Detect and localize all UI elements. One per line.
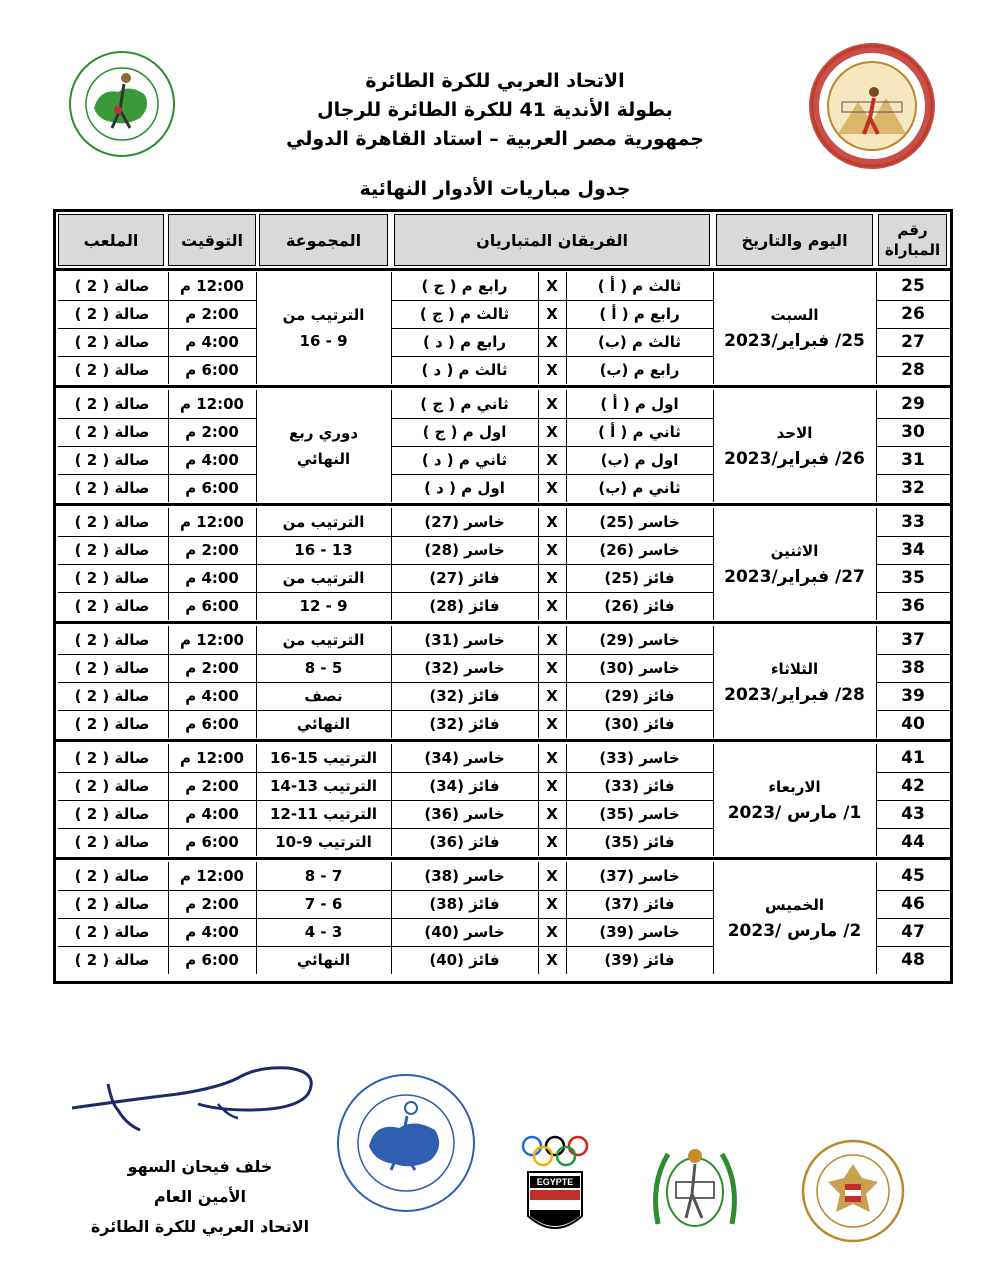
- venue-cell: صالة ( 2 ): [74, 867, 150, 885]
- column-divider: [168, 862, 169, 974]
- column-divider: [538, 390, 539, 502]
- group-cell: الترتيب من: [282, 569, 365, 587]
- time-cell: 2:00 م: [185, 895, 239, 913]
- column-divider: [713, 626, 714, 738]
- team2-cell: فائز (28): [429, 597, 500, 615]
- arab-volleyball-logo-bottom: [335, 1072, 477, 1214]
- time-cell: 12:00 م: [180, 631, 244, 649]
- time-cell: 2:00 م: [185, 541, 239, 559]
- team2-cell: خاسر (28): [424, 541, 505, 559]
- column-divider: [566, 862, 567, 974]
- column-divider: [391, 508, 392, 620]
- team1-cell: رابع م ( أ ): [599, 305, 680, 323]
- match-number-cell: 40: [901, 714, 925, 734]
- day-name: الخميس: [765, 896, 824, 914]
- venue-cell: صالة ( 2 ): [74, 833, 150, 851]
- col-header-match-no: رقم المباراة: [878, 214, 947, 266]
- team2-cell: ثاني م ( د ): [421, 451, 508, 469]
- venue-cell: صالة ( 2 ): [74, 631, 150, 649]
- time-cell: 6:00 م: [185, 833, 239, 851]
- column-divider: [538, 508, 539, 620]
- venue-cell: صالة ( 2 ): [74, 569, 150, 587]
- team2-cell: ثالث م ( د ): [421, 361, 508, 379]
- vs-cell: X: [546, 541, 558, 559]
- day-name: الاربعاء: [768, 778, 821, 796]
- column-divider: [538, 626, 539, 738]
- time-cell: 4:00 م: [185, 333, 239, 351]
- match-number-cell: 31: [901, 450, 925, 470]
- column-divider: [391, 744, 392, 856]
- team2-cell: خاسر (27): [424, 513, 505, 531]
- time-cell: 4:00 م: [185, 687, 239, 705]
- match-number-cell: 32: [901, 478, 925, 498]
- team2-cell: فائز (32): [429, 715, 500, 733]
- match-date: 28/ فبراير/2023: [724, 685, 865, 705]
- header-line-1: الاتحاد العربي للكرة الطائرة: [365, 70, 625, 92]
- group-cell: 7 - 8: [304, 867, 343, 885]
- vs-cell: X: [546, 451, 558, 469]
- venue-cell: صالة ( 2 ): [74, 395, 150, 413]
- group-cell: الترتيب 9-10: [275, 833, 372, 851]
- day-name: الاثنين: [770, 542, 819, 560]
- group-cell: النهائي: [296, 951, 351, 969]
- ministry-youth-sports-logo: [800, 1138, 906, 1244]
- group-cell: الترتيب من: [282, 513, 365, 531]
- vs-cell: X: [546, 423, 558, 441]
- time-cell: 2:00 م: [185, 777, 239, 795]
- match-number-cell: 39: [901, 686, 925, 706]
- column-divider: [256, 508, 257, 620]
- day-group-divider: [56, 739, 950, 742]
- team1-cell: خاسر (30): [599, 659, 680, 677]
- team1-cell: فائز (29): [604, 687, 675, 705]
- venue-cell: صالة ( 2 ): [74, 277, 150, 295]
- vs-cell: X: [546, 395, 558, 413]
- group-cell: [256, 272, 391, 384]
- egypt-olympic-logo: [516, 1132, 594, 1242]
- group-cell: النهائي: [296, 715, 351, 733]
- time-cell: 12:00 م: [180, 867, 244, 885]
- table-title: جدول مباريات الأدوار النهائية: [359, 178, 631, 200]
- time-cell: 12:00 م: [180, 749, 244, 767]
- match-date: 26/ فبراير/2023: [724, 449, 865, 469]
- group-cell: الترتيب 11-12: [269, 805, 378, 823]
- header-divider: [56, 268, 950, 271]
- column-divider: [566, 390, 567, 502]
- column-divider: [713, 744, 714, 856]
- time-cell: 4:00 م: [185, 451, 239, 469]
- vs-cell: X: [546, 277, 558, 295]
- match-date: 27/ فبراير/2023: [724, 567, 865, 587]
- team2-cell: اول م ( ج ): [422, 423, 507, 441]
- match-number-cell: 27: [901, 332, 925, 352]
- column-divider: [256, 272, 257, 384]
- day-group-divider: [56, 503, 950, 506]
- team1-cell: فائز (30): [604, 715, 675, 733]
- team2-cell: خاسر (38): [424, 867, 505, 885]
- team1-cell: فائز (33): [604, 777, 675, 795]
- team2-cell: خاسر (34): [424, 749, 505, 767]
- column-divider: [713, 862, 714, 974]
- signatory-position: الأمين العام: [153, 1187, 247, 1206]
- vs-cell: X: [546, 951, 558, 969]
- group-cell: 3 - 4: [304, 923, 343, 941]
- match-number-cell: 38: [901, 658, 925, 678]
- day-name: الثلاثاء: [770, 660, 819, 678]
- column-divider: [391, 390, 392, 502]
- column-divider: [391, 626, 392, 738]
- match-number-cell: 30: [901, 422, 925, 442]
- venue-cell: صالة ( 2 ): [74, 423, 150, 441]
- team2-cell: ثاني م ( ج ): [420, 395, 509, 413]
- time-cell: 4:00 م: [185, 923, 239, 941]
- vs-cell: X: [546, 479, 558, 497]
- group-line: النهائي: [296, 450, 351, 468]
- vs-cell: X: [546, 569, 558, 587]
- column-divider: [256, 744, 257, 856]
- col-header-time: التوقيت: [168, 214, 256, 266]
- day-group-divider: [56, 385, 950, 388]
- column-divider: [538, 272, 539, 384]
- col-header-day-date: اليوم والتاريخ: [716, 214, 873, 266]
- header-line-2: بطولة الأندية 41 للكرة الطائرة للرجال: [317, 99, 673, 121]
- column-divider: [713, 272, 714, 384]
- team2-cell: فائز (38): [429, 895, 500, 913]
- group-cell: 9 - 12: [299, 597, 348, 615]
- column-divider: [713, 390, 714, 502]
- match-number-cell: 42: [901, 776, 925, 796]
- group-cell: الترتيب من: [282, 631, 365, 649]
- column-divider: [168, 272, 169, 384]
- team1-cell: خاسر (33): [599, 749, 680, 767]
- column-divider: [876, 272, 877, 384]
- signatory-organization: الاتحاد العربي للكرة الطائرة: [90, 1217, 310, 1236]
- time-cell: 12:00 م: [180, 395, 244, 413]
- header-line-3: جمهورية مصر العربية – استاد القاهرة الدولي: [286, 128, 704, 150]
- signature: [68, 1048, 328, 1138]
- time-cell: 2:00 م: [185, 305, 239, 323]
- venue-cell: صالة ( 2 ): [74, 749, 150, 767]
- vs-cell: X: [546, 923, 558, 941]
- match-number-cell: 35: [901, 568, 925, 588]
- day-date-cell: [713, 390, 876, 502]
- team1-cell: فائز (37): [604, 895, 675, 913]
- team1-cell: فائز (35): [604, 833, 675, 851]
- column-divider: [566, 744, 567, 856]
- team2-cell: خاسر (40): [424, 923, 505, 941]
- column-divider: [168, 626, 169, 738]
- group-cell: 13 - 16: [294, 541, 353, 559]
- match-number-cell: 26: [901, 304, 925, 324]
- vs-cell: X: [546, 597, 558, 615]
- time-cell: 12:00 م: [180, 277, 244, 295]
- match-date: 1/ مارس /2023: [727, 803, 862, 823]
- column-divider: [538, 862, 539, 974]
- group-cell: الترتيب 13-14: [269, 777, 378, 795]
- venue-cell: صالة ( 2 ): [74, 305, 150, 323]
- team2-cell: خاسر (31): [424, 631, 505, 649]
- team1-cell: رابع م (ب): [599, 361, 680, 379]
- column-divider: [391, 862, 392, 974]
- day-date-cell: [713, 862, 876, 974]
- time-cell: 6:00 م: [185, 597, 239, 615]
- group-cell: الترتيب 15-16: [269, 749, 378, 767]
- match-number-cell: 28: [901, 360, 925, 380]
- match-number-cell: 34: [901, 540, 925, 560]
- venue-cell: صالة ( 2 ): [74, 513, 150, 531]
- day-date-cell: [713, 272, 876, 384]
- column-divider: [876, 626, 877, 738]
- venue-cell: صالة ( 2 ): [74, 687, 150, 705]
- venue-cell: صالة ( 2 ): [74, 597, 150, 615]
- group-cell: [256, 390, 391, 502]
- match-date: 25/ فبراير/2023: [724, 331, 865, 351]
- match-number-cell: 25: [901, 276, 925, 296]
- group-line: 9 - 16: [299, 332, 348, 350]
- venue-cell: صالة ( 2 ): [74, 777, 150, 795]
- team1-cell: خاسر (26): [599, 541, 680, 559]
- team2-cell: خاسر (36): [424, 805, 505, 823]
- venue-cell: صالة ( 2 ): [74, 895, 150, 913]
- team1-cell: اول م ( أ ): [600, 395, 679, 413]
- day-date-cell: [713, 744, 876, 856]
- group-line: دوري ربع: [288, 424, 359, 442]
- team2-cell: فائز (40): [429, 951, 500, 969]
- vs-cell: X: [546, 361, 558, 379]
- team2-cell: اول م ( د ): [424, 479, 505, 497]
- vs-cell: X: [546, 749, 558, 767]
- column-divider: [876, 508, 877, 620]
- column-divider: [168, 744, 169, 856]
- team1-cell: فائز (25): [604, 569, 675, 587]
- column-divider: [876, 390, 877, 502]
- column-divider: [168, 390, 169, 502]
- team1-cell: خاسر (35): [599, 805, 680, 823]
- egypt-volleyball-logo: [646, 1134, 744, 1242]
- venue-cell: صالة ( 2 ): [74, 715, 150, 733]
- vs-cell: X: [546, 659, 558, 677]
- championship-logo: [808, 42, 936, 170]
- column-divider: [256, 390, 257, 502]
- vs-cell: X: [546, 777, 558, 795]
- venue-cell: صالة ( 2 ): [74, 805, 150, 823]
- team2-cell: خاسر (32): [424, 659, 505, 677]
- time-cell: 12:00 م: [180, 513, 244, 531]
- signatory-name: خلف فيحان السهو: [127, 1157, 273, 1176]
- match-number-cell: 47: [901, 922, 925, 942]
- team1-cell: ثاني م ( أ ): [598, 423, 681, 441]
- group-cell: نصف: [304, 687, 343, 705]
- column-divider: [566, 272, 567, 384]
- time-cell: 2:00 م: [185, 659, 239, 677]
- time-cell: 4:00 م: [185, 569, 239, 587]
- column-divider: [391, 272, 392, 384]
- time-cell: 6:00 م: [185, 715, 239, 733]
- team1-cell: ثاني م (ب): [598, 479, 681, 497]
- venue-cell: صالة ( 2 ): [74, 951, 150, 969]
- day-group-divider: [56, 857, 950, 860]
- column-divider: [538, 744, 539, 856]
- team2-cell: ثالث م ( ج ): [419, 305, 510, 323]
- group-line: الترتيب من: [282, 306, 365, 324]
- schedule-table: [53, 209, 953, 984]
- group-cell: 6 - 7: [304, 895, 343, 913]
- match-number-cell: 48: [901, 950, 925, 970]
- column-divider: [566, 626, 567, 738]
- vs-cell: X: [546, 631, 558, 649]
- match-number-cell: 46: [901, 894, 925, 914]
- day-date-cell: [713, 626, 876, 738]
- vs-cell: X: [546, 305, 558, 323]
- time-cell: 6:00 م: [185, 951, 239, 969]
- time-cell: 6:00 م: [185, 361, 239, 379]
- match-date: 2/ مارس /2023: [727, 921, 862, 941]
- column-divider: [566, 508, 567, 620]
- vs-cell: X: [546, 715, 558, 733]
- team2-cell: فائز (34): [429, 777, 500, 795]
- vs-cell: X: [546, 687, 558, 705]
- venue-cell: صالة ( 2 ): [74, 451, 150, 469]
- venue-cell: صالة ( 2 ): [74, 541, 150, 559]
- match-number-cell: 45: [901, 866, 925, 886]
- column-divider: [256, 862, 257, 974]
- team1-cell: خاسر (37): [599, 867, 680, 885]
- vs-cell: X: [546, 805, 558, 823]
- venue-cell: صالة ( 2 ): [74, 333, 150, 351]
- vs-cell: X: [546, 833, 558, 851]
- vs-cell: X: [546, 867, 558, 885]
- vs-cell: X: [546, 513, 558, 531]
- venue-cell: صالة ( 2 ): [74, 479, 150, 497]
- column-divider: [168, 508, 169, 620]
- team1-cell: فائز (39): [604, 951, 675, 969]
- team1-cell: خاسر (39): [599, 923, 680, 941]
- team1-cell: خاسر (29): [599, 631, 680, 649]
- team2-cell: فائز (36): [429, 833, 500, 851]
- day-date-cell: [713, 508, 876, 620]
- column-divider: [256, 626, 257, 738]
- team1-cell: فائز (26): [604, 597, 675, 615]
- column-divider: [876, 744, 877, 856]
- team1-cell: خاسر (25): [599, 513, 680, 531]
- match-number-cell: 36: [901, 596, 925, 616]
- match-number-cell: 29: [901, 394, 925, 414]
- match-number-cell: 43: [901, 804, 925, 824]
- group-cell: 5 - 8: [304, 659, 343, 677]
- col-header-teams: الفريقان المتباريان: [394, 214, 710, 266]
- team2-cell: فائز (27): [429, 569, 500, 587]
- egypt-flag-text: EGYPTE: [536, 1177, 574, 1187]
- column-divider: [713, 508, 714, 620]
- time-cell: 6:00 م: [185, 479, 239, 497]
- match-number-cell: 41: [901, 748, 925, 768]
- column-divider: [876, 862, 877, 974]
- team2-cell: رابع م ( د ): [423, 333, 506, 351]
- vs-cell: X: [546, 333, 558, 351]
- venue-cell: صالة ( 2 ): [74, 361, 150, 379]
- team2-cell: فائز (32): [429, 687, 500, 705]
- venue-cell: صالة ( 2 ): [74, 923, 150, 941]
- match-number-cell: 33: [901, 512, 925, 532]
- team1-cell: ثالث م (ب): [598, 333, 681, 351]
- time-cell: 4:00 م: [185, 805, 239, 823]
- time-cell: 2:00 م: [185, 423, 239, 441]
- day-group-divider: [56, 621, 950, 624]
- venue-cell: صالة ( 2 ): [74, 659, 150, 677]
- team2-cell: رابع م ( ج ): [421, 277, 508, 295]
- col-header-group: المجموعة: [259, 214, 388, 266]
- match-number-cell: 37: [901, 630, 925, 650]
- match-number-cell: 44: [901, 832, 925, 852]
- arab-volleyball-logo-top: [66, 48, 178, 160]
- day-name: الاحد: [776, 424, 813, 442]
- vs-cell: X: [546, 895, 558, 913]
- day-name: السبت: [770, 306, 819, 324]
- col-header-venue: الملعب: [58, 214, 164, 266]
- team1-cell: اول م (ب): [600, 451, 679, 469]
- team1-cell: ثالث م ( أ ): [597, 277, 682, 295]
